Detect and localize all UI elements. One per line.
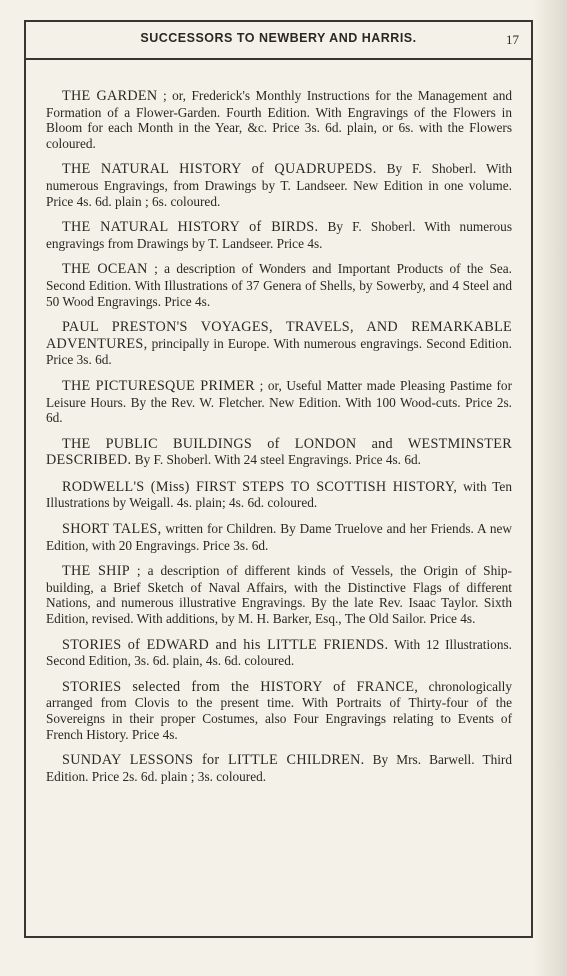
entry-text: written for Children. By Dame Truelove and her Friends. A new Edition, with 20 Engravings. Price 3s. 6d. xyxy=(46,521,512,553)
catalogue-entry xyxy=(46,261,512,309)
entry-text: principally in Europe. With numerous engravings. Second Edition. Price 3s. 6d. xyxy=(46,335,512,368)
catalogue-entry xyxy=(46,479,512,511)
entry-title: THE NATURAL HISTORY of BIRDS. xyxy=(62,219,319,236)
catalogue-entry xyxy=(46,637,512,669)
entry-title: SHORT TALES, xyxy=(62,521,162,538)
catalogue-entry xyxy=(46,161,512,209)
entry-title: STORIES selected from the HISTORY of FRANCE, xyxy=(62,678,419,695)
catalogue-entry xyxy=(46,436,512,469)
entry-text: By F. Shoberl. With numerous Engravings, from Drawings by T. Landseer. New Edition in one volume. Price 4s. 6d. plain ; 6s. coloured. xyxy=(46,161,513,209)
catalogue-entry xyxy=(46,521,512,553)
page-number: 17 xyxy=(506,32,519,47)
entry-title: SUNDAY LESSONS for LITTLE CHILDREN. xyxy=(62,752,365,769)
header-rule xyxy=(24,58,533,60)
entry-title: THE PUBLIC BUILDINGS of LONDON and WESTMINSTER DESCRIBED. xyxy=(46,435,512,469)
entry-text: By Mrs. Barwell. Third Edition. Price 2s. 6d. plain ; 3s. coloured. xyxy=(46,752,512,784)
catalogue-entry xyxy=(46,219,512,251)
entry-title: THE GARDEN xyxy=(62,88,158,104)
entry-text: with Ten Illustrations by Weigall. 4s. plain; 4s. 6d. coloured. xyxy=(46,478,512,511)
entry-title: THE SHIP xyxy=(62,563,130,580)
entry-title: THE OCEAN xyxy=(62,261,148,278)
catalogue-entry xyxy=(46,563,512,626)
entry-title: RODWELL'S (Miss) FIRST STEPS TO SCOTTISH HISTORY, xyxy=(62,478,458,495)
page-edge-shadow xyxy=(533,0,567,976)
entry-text: chronologically arranged from Clovis to the present time. With Portraits of Thirty-four of the Sovereigns in their proper Costumes, also Four Engravings relating to Events of French History. Price 4s. xyxy=(46,678,513,742)
catalogue-entry xyxy=(46,88,512,151)
entry-title: THE PICTURESQUE PRIMER xyxy=(62,377,255,394)
entry-text: By F. Shoberl. With 24 steel Engravings. Price 4s. 6d. xyxy=(134,452,421,468)
entry-text: ; or, Useful Matter made Pleasing Pastime for Leisure Hours. By the Rev. W. Fletcher. New Edition. With 100 Wood-cuts. Price 2s. 6d. xyxy=(46,377,513,426)
catalogue-entry xyxy=(46,679,512,742)
entry-title: THE NATURAL HISTORY of QUADRUPEDS. xyxy=(62,161,377,178)
entry-text: ; a description of Wonders and Important Products of the Sea. Second Edition. With Illustrations of 37 Genera of Shells, by Sowerby, and 4 Steel and 50 Wood Engravings. Price 4s. xyxy=(46,261,512,309)
catalogue-entries xyxy=(46,88,512,794)
catalogue-entry xyxy=(46,378,512,426)
catalogue-entry xyxy=(46,319,512,368)
entry-text: With 12 Illustrations. Second Edition, 3s. 6d. plain, 4s. 6d. coloured. xyxy=(46,636,512,669)
entry-text: By F. Shoberl. With numerous engravings from Drawings by T. Landseer. Price 4s. xyxy=(46,219,512,251)
entry-text: ; or, Frederick's Monthly Instructions for the Management and Formation of a Flower-Garden. Fourth Edition. With Engravings of the Flowers in Bloom for each Month in the Year, &c. Price 3s. 6d. plain, or 6s. with the Flowers coloured. xyxy=(46,88,512,151)
entry-title: STORIES of EDWARD and his LITTLE FRIENDS. xyxy=(62,636,389,653)
catalogue-entry xyxy=(46,752,512,784)
running-head: SUCCESSORS TO NEWBERY AND HARRIS. xyxy=(140,31,417,45)
entry-text: ; a description of different kinds of Vessels, the Origin of Ship-building, a Brief Sketch of Naval Affairs, with the Distinctive Flags of different Nations, and numerous illustrative Engravings. By the late Rev. Isaac Taylor. Sixth Edition, revised. With additions, by M. H. Barker, Esq., The Old Sailor. Price 4s. xyxy=(46,563,512,627)
entry-title: PAUL PRESTON'S VOYAGES, TRAVELS, AND REMARKABLE ADVENTURES, xyxy=(46,319,512,352)
